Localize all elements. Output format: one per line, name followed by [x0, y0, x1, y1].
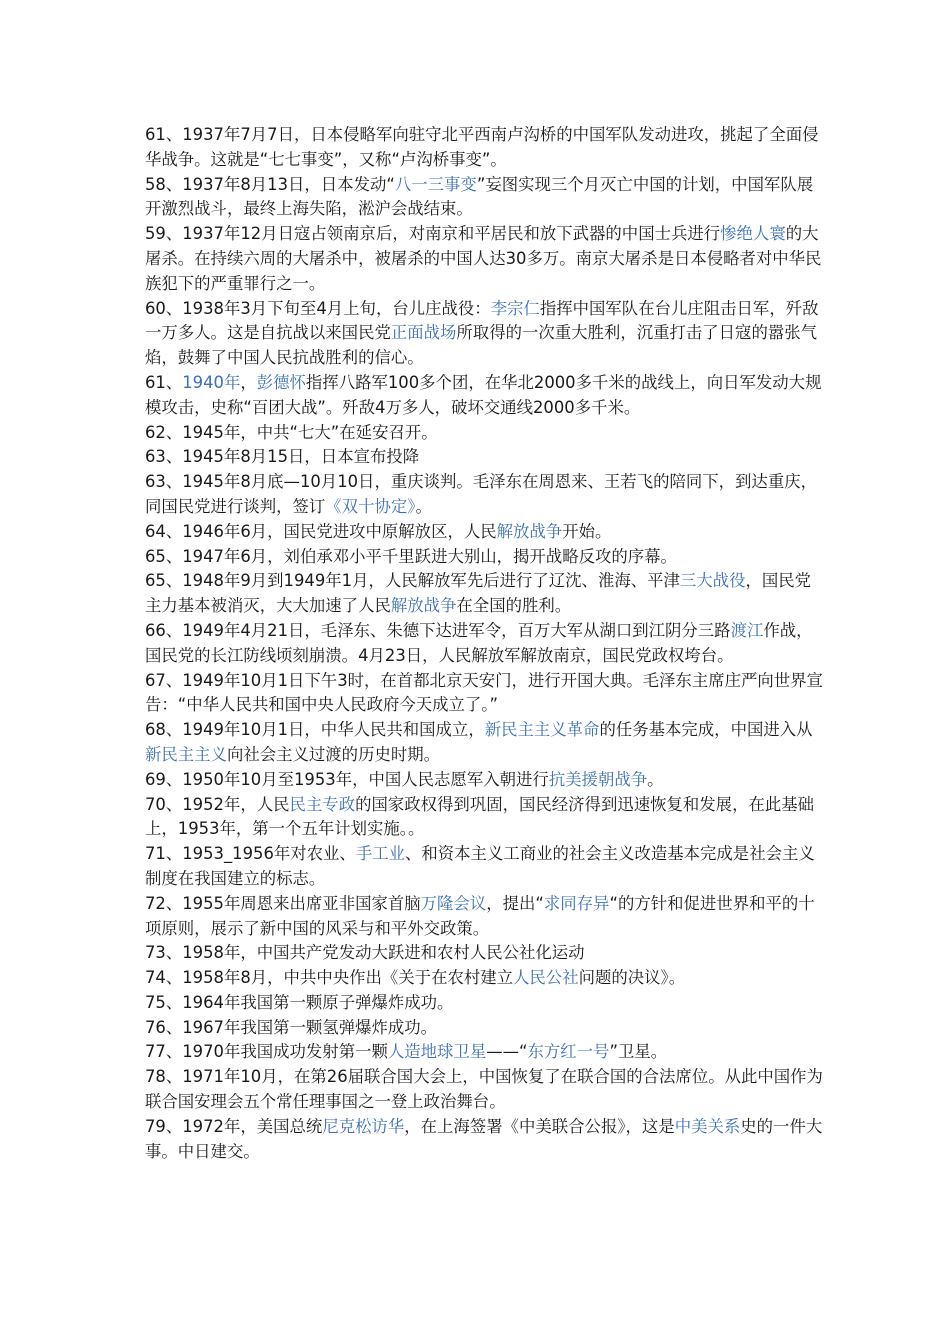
paragraph-text: 指挥八路军100多个团，在华北2000多千米的战线上，向日军发动大规模攻击，史称“百团大战”。歼敌4万多人，破坏交通线2000多千米。	[145, 372, 822, 417]
paragraph-text: 68、1949年10月1日，中华人民共和国成立，	[145, 720, 485, 740]
paragraph-text: 61、1937年7月7日，日本侵略军向驻守北平西南卢沟桥的中国军队发动进攻，挑起了全面侵华战争。这就是“七七事变”，又称“卢沟桥事变”。	[145, 125, 819, 169]
timeline-paragraph	[145, 470, 825, 520]
hyperlink[interactable]: 1940年	[182, 372, 241, 392]
document-page	[145, 123, 825, 1164]
paragraph-text: 66、1949年4月21日，毛泽东、朱德下达进军令，百万大军从湖口到江阴分三路	[145, 620, 731, 640]
timeline-paragraph	[145, 1115, 825, 1165]
paragraph-text: ”妄图实现三个月灭亡中国的计划，中国军队展开激烈战斗，最终上海失陷，淞沪会战结束。	[145, 174, 814, 219]
timeline-paragraph	[145, 545, 825, 570]
paragraph-text: 73、1958年，中国共产党发动大跃进和农村人民公社化运动	[145, 943, 585, 963]
timeline-paragraph	[145, 445, 825, 470]
paragraph-text: ，国民党主力基本被消灭，大大加速了人民	[145, 571, 812, 616]
paragraph-text: 的大屠杀。在持续六周的大屠杀中，被屠杀的中国人达30多万。南京大屠杀是日本侵略者对中华民族犯下的严重罪行之一。	[145, 224, 822, 293]
paragraph-text: 65、1948年9月到1949年1月，人民解放军先后进行了辽沈、淮海、平津	[145, 571, 680, 591]
timeline-paragraph	[145, 1016, 825, 1041]
hyperlink[interactable]: 三大战役	[679, 571, 746, 591]
hyperlink[interactable]: 新民主主义	[145, 744, 227, 764]
paragraph-text: 76、1967年我国第一颗氢弹爆炸成功。	[145, 1017, 438, 1037]
paragraph-text: 69、1950年10月至1953年，中国人民志愿军入朝进行	[145, 769, 549, 789]
paragraph-text: 、和资本主义工商业的社会主义改造基本完成是社会主义制度在我国建立的标志。	[145, 844, 815, 888]
hyperlink[interactable]: 渡江	[730, 620, 764, 640]
paragraph-text: 的国家政权得到巩固，国民经济得到迅速恢复和发展，在此基础上，1953年，第一个五年计划实施。。	[145, 794, 815, 839]
paragraph-text: 作战，国民党的长江防线顷刻崩溃。4月23日，人民解放军解放南京，国民党政权垮台。	[145, 620, 813, 665]
paragraph-text: 72、1955年周恩来出席亚非国家首脑	[145, 893, 421, 913]
paragraph-text: 指挥中国军队在台儿庄阻击日军，歼敌一万多人。这是自抗战以来国民党	[145, 298, 819, 343]
timeline-paragraph	[145, 941, 825, 966]
timeline-paragraph	[145, 842, 825, 892]
timeline-paragraph	[145, 768, 825, 793]
timeline-paragraph	[145, 991, 825, 1016]
hyperlink[interactable]: 万隆会议	[420, 893, 487, 913]
timeline-paragraph	[145, 123, 825, 173]
paragraph-text: ，	[240, 372, 257, 392]
paragraph-text: 的任务基本完成，中国进入从	[599, 720, 813, 740]
paragraph-text: ，提出“	[486, 893, 544, 913]
paragraph-text: 61、	[145, 372, 183, 392]
timeline-paragraph	[145, 966, 825, 991]
hyperlink[interactable]: 新民主主义革命	[484, 720, 600, 740]
paragraph-text: 58、1937年8月13日，日本发动“	[145, 174, 395, 194]
timeline-paragraph	[145, 619, 825, 669]
paragraph-text: 79、1972年，美国总统	[145, 1116, 323, 1136]
paragraph-text: 65、1947年6月，刘伯承邓小平千里跃进大别山，揭开战略反攻的序幕。	[145, 546, 677, 566]
paragraph-text: 74、1958年8月，中共中央作出《关于在农村建立	[145, 968, 514, 988]
hyperlink[interactable]: 解放战争	[496, 521, 563, 541]
paragraph-text: 63、1945年8月底—10月10日，重庆谈判。毛泽东在周恩来、王若飞的陪同下，到达重庆，同国民党进行谈判，签订	[145, 472, 817, 516]
paragraph-text: ”卫星。	[609, 1042, 668, 1062]
paragraph-text: 60、1938年3月下旬至4月上旬，台儿庄战役：	[145, 298, 491, 318]
timeline-paragraph	[145, 793, 825, 843]
paragraph-text: 59、1937年12月日寇占领南京后，对南京和平居民和放下武器的中国士兵进行	[145, 224, 721, 244]
hyperlink[interactable]: 尼克松访华	[322, 1116, 405, 1136]
paragraph-text: 62、1945年，中共“七大”在延安召开。	[145, 422, 438, 442]
timeline-paragraph	[145, 371, 825, 421]
paragraph-text: 向社会主义过渡的历史时期。	[226, 744, 441, 764]
paragraph-text: ，在上海签署《中美联合公报》，这是	[404, 1116, 675, 1136]
timeline-paragraph	[145, 222, 825, 296]
hyperlink[interactable]: 东方红一号	[527, 1042, 610, 1062]
hyperlink[interactable]: 中美关系	[674, 1116, 741, 1136]
timeline-paragraph	[145, 892, 825, 942]
hyperlink[interactable]: 李宗仁	[490, 298, 540, 318]
paragraph-text: ——“	[486, 1042, 528, 1062]
timeline-paragraph	[145, 173, 825, 223]
timeline-paragraph	[145, 1040, 825, 1065]
hyperlink[interactable]: 正面战场	[390, 323, 457, 343]
paragraph-text: 。	[647, 769, 664, 789]
hyperlink[interactable]: 手工业	[355, 844, 405, 864]
timeline-paragraph	[145, 297, 825, 371]
hyperlink[interactable]: 彭德怀	[256, 372, 306, 392]
timeline-paragraph	[145, 718, 825, 768]
hyperlink[interactable]: 《双十协定》	[325, 496, 416, 516]
paragraph-text: 。	[415, 496, 432, 516]
hyperlink[interactable]: 八一三事变	[394, 174, 477, 194]
hyperlink[interactable]: 抗美援朝战争	[548, 769, 648, 789]
hyperlink[interactable]: 人造地球卫星	[387, 1042, 487, 1062]
hyperlink[interactable]: 求同存异	[543, 893, 610, 913]
paragraph-text: “的方针和促进世界和平的十项原则，展示了新中国的风采与和平外交政策。	[145, 893, 815, 938]
paragraph-text: 所取得的一次重大胜利，沉重打击了日寇的嚣张气焰，鼓舞了中国人民抗战胜利的信心。	[145, 323, 818, 368]
hyperlink[interactable]: 人民公社	[513, 968, 579, 988]
paragraph-text: 70、1952年，人民	[145, 794, 290, 814]
paragraph-text: 64、1946年6月，国民党进攻中原解放区，人民	[145, 521, 497, 541]
timeline-paragraph	[145, 569, 825, 619]
hyperlink[interactable]: 解放战争	[390, 596, 457, 616]
timeline-paragraph	[145, 421, 825, 446]
paragraph-text: 63、1945年8月15日，日本宣布投降	[145, 447, 420, 467]
paragraph-text: 77、1970年我国成功发射第一颗	[145, 1042, 388, 1062]
paragraph-text: 史的一件大事。中日建交。	[145, 1116, 823, 1161]
hyperlink[interactable]: 惨绝人寰	[720, 224, 786, 244]
paragraph-text: 75、1964年我国第一颗原子弹爆炸成功。	[145, 992, 454, 1012]
timeline-paragraph	[145, 669, 825, 719]
paragraph-text: 问题的决议》。	[578, 968, 686, 988]
paragraph-text: 78、1971年10月，在第26届联合国大会上，中国恢复了在联合国的合法席位。从此中国作为联合国安理会五个常任理事国之一登上政治舞台。	[145, 1067, 823, 1112]
paragraph-text: 开始。	[562, 521, 612, 541]
paragraph-text: 71、1953_1956年对农业、	[145, 844, 356, 864]
hyperlink[interactable]: 民主专政	[289, 794, 356, 814]
timeline-paragraph	[145, 1065, 825, 1115]
timeline-paragraph	[145, 520, 825, 545]
paragraph-text: 在全国的胜利。	[456, 596, 572, 616]
paragraph-text: 67、1949年10月1日下午3时，在首都北京天安门，进行开国大典。毛泽东主席庄严向世界宣告：“中华人民共和国中央人民政府今天成立了。”	[145, 670, 823, 715]
